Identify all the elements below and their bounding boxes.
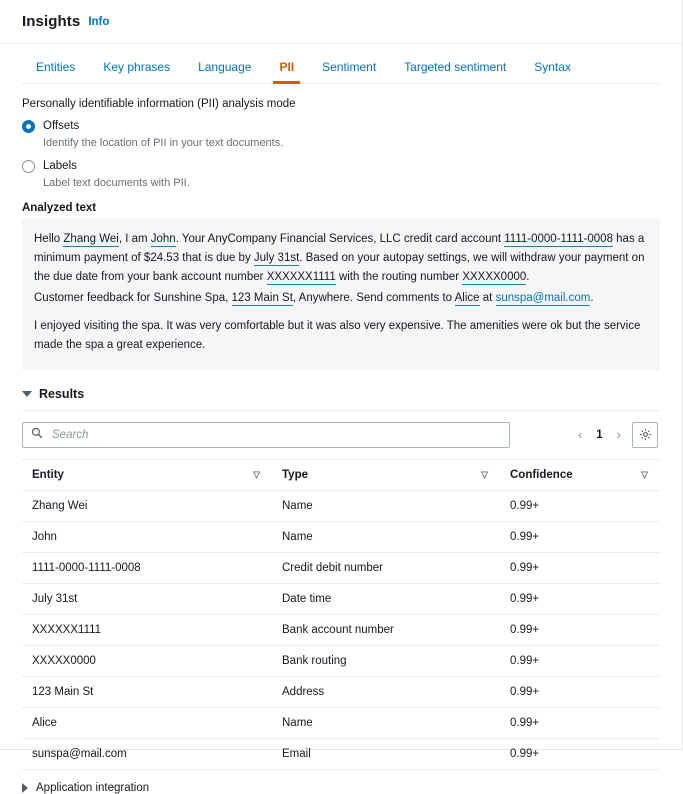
text-run: . Based on your autopay settings, we will withdraw your payment on the due date from your bank account number (34, 251, 645, 283)
cell-type: Credit debit number (272, 552, 500, 583)
table-row (22, 552, 660, 583)
text-run: . Your AnyCompany Financial Services, LLC credit card account (175, 232, 505, 245)
tab-syntax[interactable]: Syntax (534, 60, 571, 74)
sort-icon[interactable]: ▽ (253, 469, 260, 480)
results-table-container (22, 410, 660, 770)
cell-entity: Alice (22, 707, 272, 738)
pagination-controls (576, 422, 660, 448)
analyzed-paragraph-3: I enjoyed visiting the spa. It was very comfortable but it was also very expensive. The amenities were ok but the service made the spa a great experience. (34, 319, 641, 351)
cell-entity: Zhang Wei (22, 490, 272, 521)
column-header-type[interactable] (272, 459, 500, 490)
tab-pii[interactable]: PII (265, 51, 308, 84)
pii-entity-highlight: 123 Main St (231, 291, 293, 304)
application-integration-label: Application integration (36, 781, 150, 794)
cell-type: Name (272, 521, 500, 552)
cell-confidence: 0.99+ (500, 614, 660, 645)
sort-icon[interactable]: ▽ (481, 469, 488, 480)
analyzed-paragraph-2 (34, 289, 648, 308)
radio-label: Labels (43, 160, 77, 173)
cell-entity: 123 Main St (22, 676, 272, 707)
pii-mode-option-offsets[interactable] (22, 119, 660, 150)
table-row (22, 521, 660, 552)
cell-entity: XXXXXX1111 (22, 614, 272, 645)
search-box[interactable] (22, 422, 510, 448)
cell-confidence: 0.99+ (500, 583, 660, 614)
text-run: has a minimum payment of $24.53 that is due by (34, 232, 645, 264)
cell-type: Name (272, 707, 500, 738)
cell-type: Date time (272, 583, 500, 614)
column-header-label: Entity (32, 468, 64, 481)
cell-confidence: 0.99+ (500, 521, 660, 552)
cell-type: Address (272, 676, 500, 707)
analyzed-text-box (22, 219, 660, 370)
search-input[interactable] (50, 428, 501, 442)
column-header-entity[interactable] (22, 459, 272, 490)
cell-entity: sunspa@mail.com (22, 738, 272, 769)
text-run: Hello (34, 232, 64, 245)
tab-bar (0, 44, 682, 84)
radio-texts (43, 119, 283, 150)
search-icon (31, 427, 43, 442)
text-run: at (479, 291, 496, 304)
pii-entity-highlight: Alice (454, 291, 480, 304)
tab-key-phrases[interactable]: Key phrases (103, 60, 171, 74)
radio-description: Identify the location of PII in your text documents. (43, 136, 284, 149)
page-number[interactable]: 1 (596, 428, 603, 441)
chevron-left-icon[interactable]: ‹ (577, 427, 583, 443)
table-header-row (22, 459, 660, 490)
radio-texts (43, 159, 190, 190)
tab-language[interactable]: Language (198, 60, 252, 74)
results-section-toggle[interactable] (22, 387, 660, 401)
cell-confidence: 0.99+ (500, 552, 660, 583)
cell-confidence: 0.99+ (500, 738, 660, 769)
results-table (22, 459, 660, 770)
cell-confidence: 0.99+ (500, 645, 660, 676)
cell-type: Name (272, 490, 500, 521)
info-link[interactable]: Info (88, 15, 110, 28)
table-row (22, 707, 660, 738)
analyzed-text-label: Analyzed text (22, 201, 97, 214)
pii-entity-highlight: John (150, 232, 176, 245)
gear-icon[interactable] (632, 422, 658, 448)
sort-icon[interactable]: ▽ (641, 469, 648, 480)
radio-button[interactable] (22, 120, 35, 133)
cell-entity: 1111-0000-1111-0008 (22, 552, 272, 583)
pii-entity-highlight: Zhang Wei (63, 232, 119, 245)
chevron-right-icon[interactable]: › (616, 427, 621, 443)
cell-entity: John (22, 521, 272, 552)
cell-confidence: 0.99+ (500, 490, 660, 521)
column-header-confidence[interactable] (500, 459, 660, 490)
table-row (22, 490, 660, 521)
panel-header (0, 0, 682, 44)
pii-mode-radio-group (22, 119, 660, 191)
table-row (22, 645, 660, 676)
pii-entity-highlight: July 31st (253, 251, 300, 264)
text-run: Customer feedback for Sunshine Spa, (34, 291, 232, 304)
cell-type: Bank account number (272, 614, 500, 645)
panel-content (0, 84, 682, 770)
pii-entity-highlight: XXXXX0000 (462, 270, 527, 283)
chevron-down-icon (22, 391, 32, 397)
text-run: . (526, 270, 530, 283)
pii-entity-highlight: 1111-0000-1111-0008 (504, 232, 613, 245)
application-integration-toggle[interactable] (0, 770, 682, 794)
pii-entity-highlight: sunspa@mail.com (495, 291, 591, 304)
cell-type: Email (272, 738, 500, 769)
cell-entity: XXXXX0000 (22, 645, 272, 676)
tab-sentiment[interactable]: Sentiment (322, 60, 377, 74)
results-title: Results (39, 386, 85, 401)
page-title: Insights (22, 13, 81, 30)
table-row (22, 676, 660, 707)
cell-entity: July 31st (22, 583, 272, 614)
radio-button[interactable] (22, 160, 35, 173)
text-run: . (590, 291, 594, 304)
cell-confidence: 0.99+ (500, 707, 660, 738)
cell-type: Bank routing (272, 645, 500, 676)
cell-confidence: 0.99+ (500, 676, 660, 707)
pii-entity-highlight: XXXXXX1111 (266, 270, 336, 283)
pii-mode-label: Personally identifiable information (PII) analysis mode (22, 98, 296, 110)
chevron-right-icon (22, 783, 28, 793)
text-run: , Anywhere. Send comments to (292, 291, 455, 304)
text-run: with the routing number (335, 270, 463, 283)
results-toolbar (22, 411, 660, 459)
pii-mode-option-labels[interactable] (22, 159, 660, 190)
radio-label: Offsets (43, 120, 80, 132)
table-row (22, 583, 660, 614)
tab-entities[interactable]: Entities (36, 60, 76, 74)
analyzed-paragraph-1 (34, 230, 648, 287)
table-body (22, 490, 660, 769)
table-row (22, 738, 660, 769)
tab-targeted-sentiment[interactable]: Targeted sentiment (404, 60, 507, 74)
column-header-label: Type (282, 468, 308, 481)
text-run: , I am (118, 232, 151, 245)
radio-description: Label text documents with PII. (43, 176, 190, 189)
column-header-label: Confidence (510, 468, 573, 481)
table-row (22, 614, 660, 645)
